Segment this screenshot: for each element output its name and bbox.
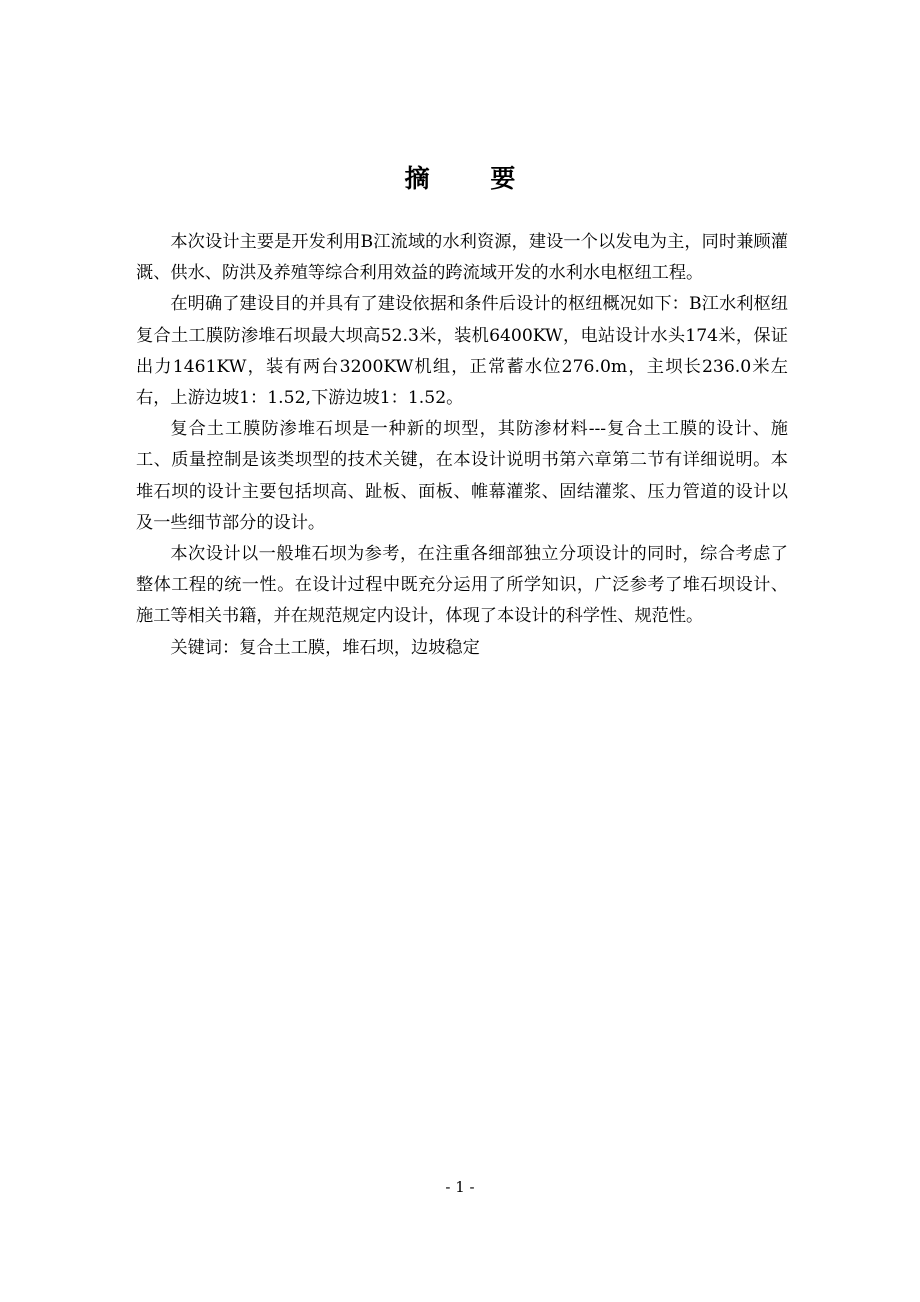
paragraph-overview: 在明确了建设目的并具有了建设依据和条件后设计的枢纽概况如下：B江水利枢纽复合土工膜防渗堆石坝最大坝高52.3米，装机6400KW，电站设计水头174米，保证出力1461KW，装有两台3200KW机组，正常蓄水位276.0m，主坝长236.0米左右，上游边坡1：1.52,下游边坡1：1.52。 [136,294,788,409]
paragraph-intro: 本次设计主要是开发利用B江流域的水利资源，建设一个以发电为主，同时兼顾灌溉、供水、防洪及养殖等综合利用效益的跨流域开发的水利水电枢纽工程。 [136,232,788,284]
abstract-body [136,227,788,664]
paragraph-method: 本次设计以一般堆石坝为参考，在注重各细部独立分项设计的同时，综合考虑了整体工程的统一性。在设计过程中既充分运用了所学知识，广泛参考了堆石坝设计、施工等相关书籍，并在规范规定内设计，体现了本设计的科学性、规范性。 [136,544,788,627]
page-number: - 1 - [445,1178,475,1196]
page-title: 摘 要 [404,164,542,193]
paragraph-dam-type: 复合土工膜防渗堆石坝是一种新的坝型，其防渗材料---复合土工膜的设计、施工、质量控制是该类坝型的技术关键，在本设计说明书第六章第二节有详细说明。本堆石坝的设计主要包括坝高、趾板、面板、帷幕灌浆、固结灌浆、压力管道的设计以及一些细节部分的设计。 [136,419,788,533]
keywords: 关键词：复合土工膜，堆石坝，边坡稳定 [170,637,480,658]
